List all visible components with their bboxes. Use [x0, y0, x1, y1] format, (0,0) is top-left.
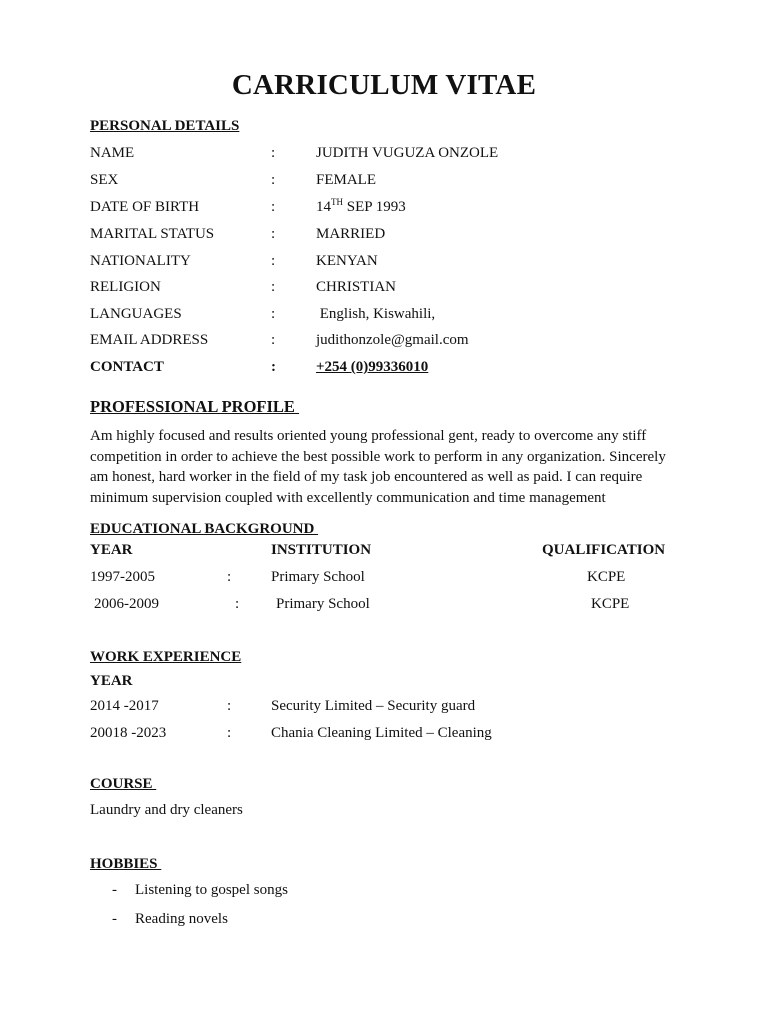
- dob-suffix: TH: [331, 197, 343, 207]
- education-row-1-institution: Primary School: [271, 569, 365, 585]
- hobby-bullet-2: -: [112, 911, 117, 927]
- languages-label: LANGUAGES: [90, 306, 182, 322]
- work-row-2-separator: :: [227, 725, 232, 741]
- religion-separator: :: [271, 279, 276, 295]
- work-row-1-year: 2014 -2017: [90, 698, 159, 714]
- dob-value: [316, 199, 406, 216]
- email-value[interactable]: judithonzole@gmail.com: [316, 332, 469, 348]
- email-separator: :: [271, 332, 276, 348]
- work-row-2-year: 20018 -2023: [90, 725, 167, 741]
- sex-label: SEX: [90, 172, 119, 188]
- course-text: Laundry and dry cleaners: [90, 802, 243, 818]
- education-year-header: YEAR: [90, 542, 133, 558]
- email-label: EMAIL ADDRESS: [90, 332, 209, 348]
- name-label: NAME: [90, 145, 135, 161]
- name-separator: :: [271, 145, 276, 161]
- dob-label: DATE OF BIRTH: [90, 199, 200, 215]
- education-row-1-year: 1997-2005: [90, 569, 155, 585]
- religion-value: CHRISTIAN: [316, 279, 397, 295]
- languages-separator: :: [271, 306, 276, 322]
- education-qualification-header: QUALIFICATION: [542, 542, 666, 558]
- nationality-value: KENYAN: [316, 253, 378, 269]
- dob-rest: SEP 1993: [343, 199, 406, 215]
- name-value: JUDITH VUGUZA ONZOLE: [316, 145, 499, 161]
- religion-label: RELIGION: [90, 279, 161, 295]
- education-row-1-qualification: KCPE: [587, 569, 626, 585]
- contact-separator: :: [271, 359, 276, 375]
- course-heading: COURSE: [90, 776, 157, 792]
- languages-value: English, Kiswahili,: [316, 306, 436, 322]
- hobby-item-2: Reading novels: [135, 911, 228, 927]
- marital-status-label: MARITAL STATUS: [90, 226, 215, 242]
- marital-status-separator: :: [271, 226, 276, 242]
- work-year-header: YEAR: [90, 673, 133, 689]
- education-row-2-institution: Primary School: [276, 596, 370, 612]
- contact-value[interactable]: +254 (0)99336010: [316, 359, 429, 375]
- work-row-2-detail: Chania Cleaning Limited – Cleaning: [271, 725, 492, 741]
- dob-separator: :: [271, 199, 276, 215]
- contact-label: CONTACT: [90, 359, 164, 375]
- professional-profile-text: Am highly focused and results oriented young professional gent, ready to overcome any stiff competition in order to achieve the best possible work to perform in any organization. Sincerely am honest, hard worker in the field of my task job encountered as well as paid. I can require minimum supervision coupled with excellently communication and time management: [90, 428, 666, 506]
- personal-details-heading: PERSONAL DETAILS: [90, 118, 240, 134]
- hobby-item-1: Listening to gospel songs: [135, 882, 288, 898]
- sex-value: FEMALE: [316, 172, 376, 188]
- work-row-1-separator: :: [227, 698, 232, 714]
- education-row-2-separator: :: [235, 596, 240, 612]
- nationality-separator: :: [271, 253, 276, 269]
- education-row-2-qualification: KCPE: [591, 596, 630, 612]
- education-institution-header: INSTITUTION: [271, 542, 372, 558]
- hobby-bullet-1: -: [112, 882, 117, 898]
- dob-day: 14: [316, 199, 331, 215]
- nationality-label: NATIONALITY: [90, 253, 191, 269]
- marital-status-value: MARRIED: [316, 226, 386, 242]
- document-title: CARRICULUM VITAE: [231, 69, 537, 101]
- professional-profile-heading: PROFESSIONAL PROFILE: [90, 397, 300, 416]
- education-heading: EDUCATIONAL BACKGROUND: [90, 521, 319, 537]
- hobbies-heading: HOBBIES: [90, 856, 162, 872]
- education-row-1-separator: :: [227, 569, 232, 585]
- education-row-2-year: 2006-2009: [94, 596, 159, 612]
- work-experience-heading: WORK EXPERIENCE: [90, 649, 242, 665]
- work-row-1-detail: Security Limited – Security guard: [271, 698, 476, 714]
- sex-separator: :: [271, 172, 276, 188]
